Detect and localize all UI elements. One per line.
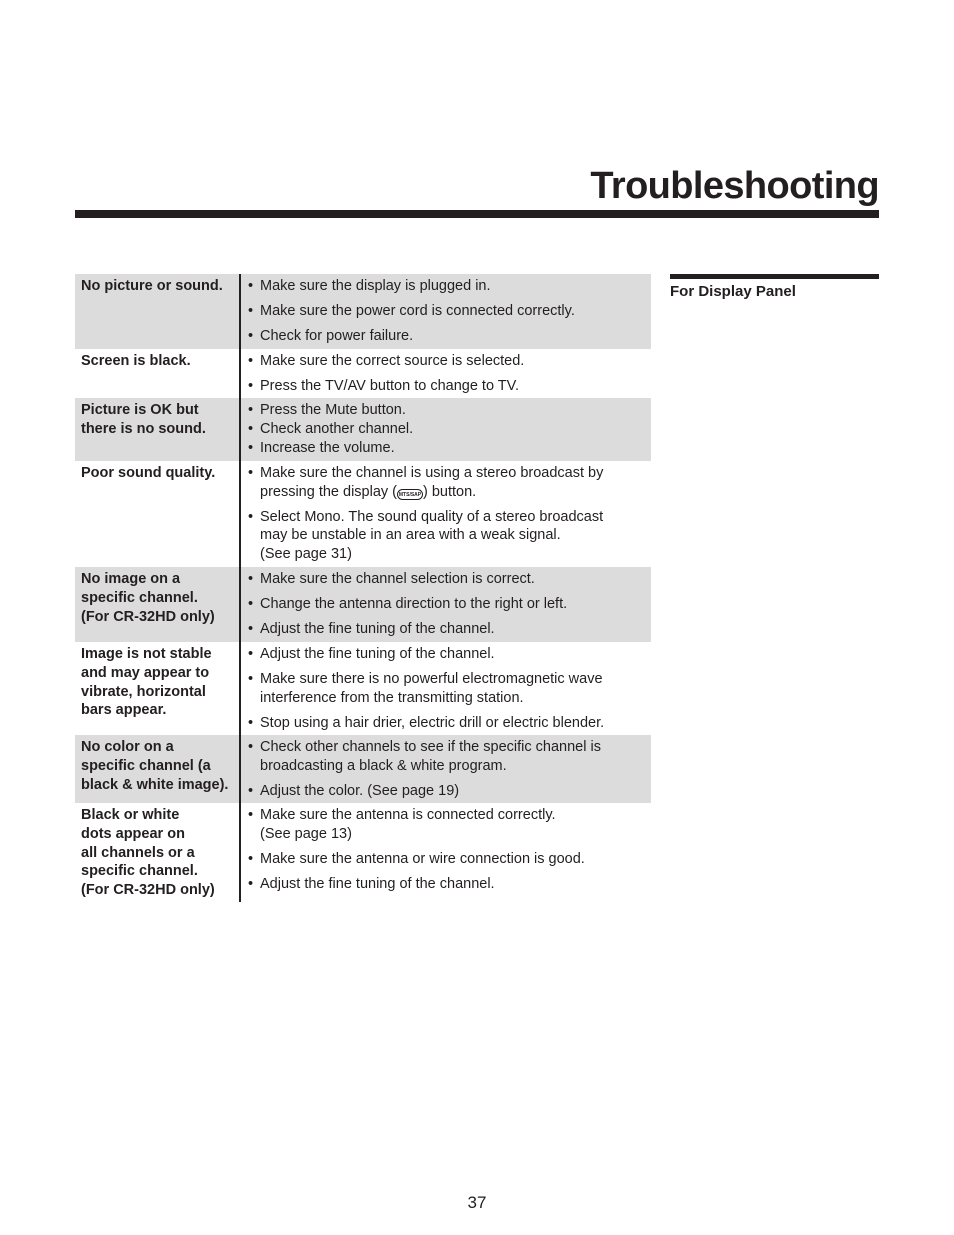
solution-item: • Make sure the channel selection is correct. (248, 570, 651, 589)
solution-item: • Press the Mute button. (248, 401, 651, 420)
table-row (75, 803, 651, 902)
solution-item: • Adjust the color. (See page 19) (248, 782, 651, 801)
solution-item: • Make sure the power cord is connected correctly. (248, 302, 651, 321)
solution-item: • Make sure the correct source is selected. (248, 352, 651, 371)
table-row (75, 274, 651, 349)
title-rule (75, 210, 879, 218)
solutions-cell (241, 735, 651, 803)
solutions-cell (241, 803, 651, 902)
side-heading: For Display Panel (670, 283, 796, 300)
solution-item: • Increase the volume. (248, 439, 651, 458)
problem-cell: No image on a specific channel. (For CR-32HD only) (75, 567, 241, 642)
solution-item: • Select Mono. The sound quality of a stereo broadcast may be unstable in an area with a weak signal. (See page 31) (248, 508, 651, 564)
table-row (75, 567, 651, 642)
mts-sap-button-icon: MTS/SAP (397, 489, 423, 500)
solutions-cell (241, 349, 651, 398)
solution-item: • Check for power failure. (248, 327, 651, 346)
solution-item: • Make sure the antenna or wire connection is good. (248, 850, 651, 869)
solution-item: • Make sure the antenna is connected correctly. (See page 13) (248, 806, 651, 843)
page-number: 37 (467, 1193, 487, 1212)
solution-item: • Make sure there is no powerful electromagnetic wave interference from the transmitting station. (248, 670, 651, 707)
problem-cell: Screen is black. (75, 349, 241, 398)
troubleshooting-table (75, 274, 651, 902)
solution-item: • Stop using a hair drier, electric drill or electric blender. (248, 714, 651, 733)
solution-item: • Adjust the fine tuning of the channel. (248, 645, 651, 664)
page-title: Troubleshooting (590, 165, 879, 207)
problem-cell: No color on a specific channel (a black & white image). (75, 735, 241, 803)
table-row (75, 461, 651, 567)
problem-cell: Black or white dots appear on all channels or a specific channel. (For CR-32HD only) (75, 803, 241, 902)
problem-cell: No picture or sound. (75, 274, 241, 349)
table-row (75, 398, 651, 461)
solution-item (248, 464, 651, 501)
solution-item: • Check another channel. (248, 420, 651, 439)
solution-item: • Change the antenna direction to the right or left. (248, 595, 651, 614)
problem-cell: Poor sound quality. (75, 461, 241, 567)
table-row (75, 642, 651, 735)
solutions-cell (241, 274, 651, 349)
solutions-cell (241, 398, 651, 461)
solution-text: Make sure the channel is using a stereo broadcast by pressing the display ( (260, 465, 604, 500)
problem-cell: Picture is OK but there is no sound. (75, 398, 241, 461)
solution-item: • Make sure the display is plugged in. (248, 277, 651, 296)
solution-item: • Check other channels to see if the specific channel is broadcasting a black & white program. (248, 738, 651, 775)
side-heading-rule (670, 274, 879, 279)
table-row (75, 349, 651, 398)
solution-item: • Press the TV/AV button to change to TV. (248, 377, 651, 396)
solution-item: • Adjust the fine tuning of the channel. (248, 620, 651, 639)
solutions-cell (241, 567, 651, 642)
problem-cell: Image is not stable and may appear to vibrate, horizontal bars appear. (75, 642, 241, 735)
table-row (75, 735, 651, 803)
solution-item: • Adjust the fine tuning of the channel. (248, 875, 651, 894)
solutions-cell (241, 642, 651, 735)
solutions-cell (241, 461, 651, 567)
solution-text: ) button. (423, 483, 477, 500)
